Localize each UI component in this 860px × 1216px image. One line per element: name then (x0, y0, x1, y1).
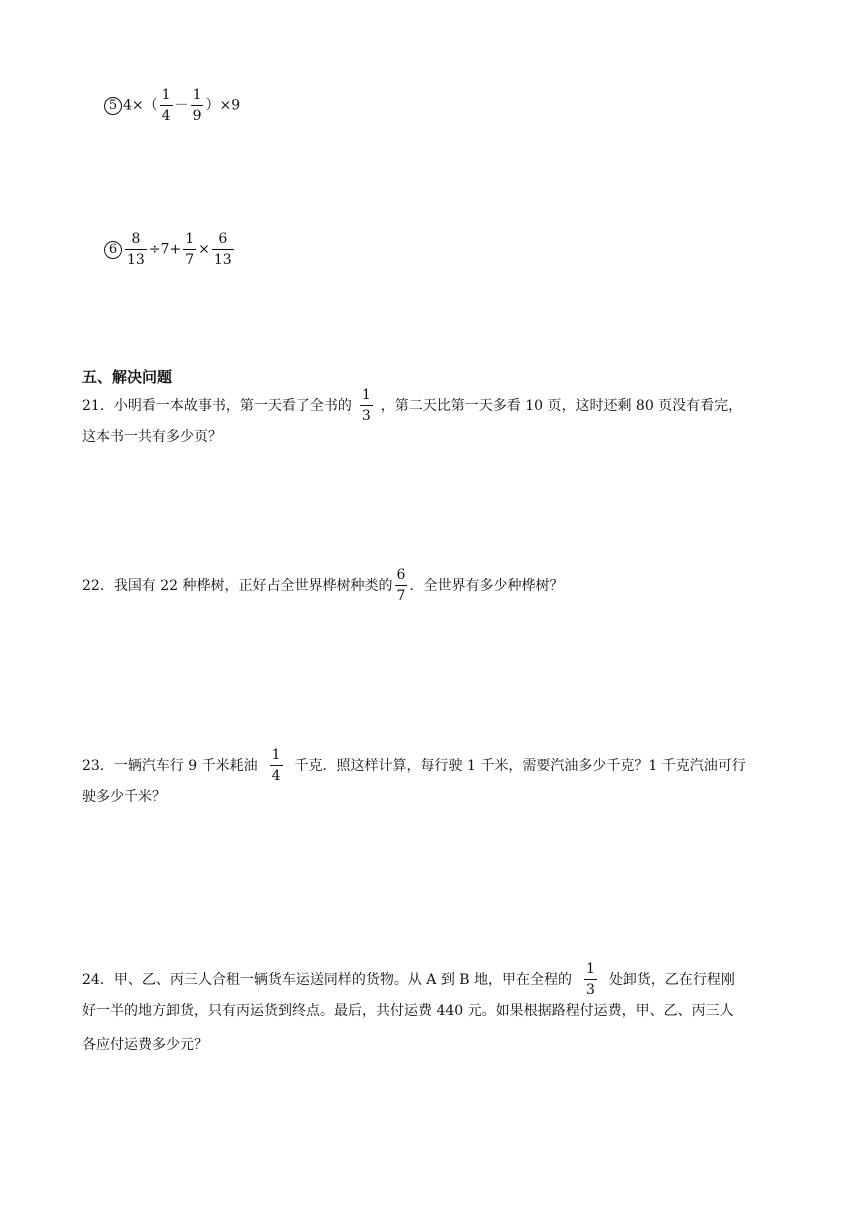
expression-5 (104, 88, 240, 123)
section-title: 五、解决问题 (82, 368, 173, 386)
q24-text-line2: 好一半的地方卸货，只有丙运货到终点。最后，共付运费 440 元。如果根据路程付运费，甲、乙、丙三人 (82, 1003, 734, 1019)
q23-text-part1: 23．一辆汽车行 9 千米耗油 (82, 757, 258, 774)
fraction: $\frac{1}{7}$ (185, 231, 195, 268)
q24-text-part1: 24．甲、乙、丙三人合租一辆货车运送同样的货物。从 A 到 B 地，甲在全程的 (82, 971, 573, 988)
expr5-lead: 4×（ (123, 97, 158, 114)
fraction: $\frac{1}{3}$ (361, 387, 371, 424)
minus-sign: － (174, 97, 189, 114)
fraction: $\frac{1}{3}$ (586, 961, 595, 998)
q23-text-line2: 驶多少千米？ (82, 789, 166, 805)
expr6-op2: × (198, 241, 210, 258)
q21-text-line2: 这本书一共有多少页？ (82, 429, 222, 445)
question-24 (82, 962, 735, 1055)
fraction: $\frac{1}{9}$ (192, 87, 202, 124)
fraction: $\frac{6}{13}$ (213, 231, 232, 268)
circled-number-5: 5 (104, 97, 122, 115)
question-23 (82, 748, 746, 807)
expression-6 (104, 232, 236, 267)
q22-text-part2: ．全世界有多少种桦树？ (409, 577, 564, 594)
question-22 (82, 568, 563, 603)
q22-text-part1: 22．我国有 22 种桦树，正好占全世界桦树种类的 (82, 577, 393, 594)
question-21 (82, 388, 742, 447)
q23-text-part2: 千克．照这样计算，每行驶 1 千米，需要汽油多少千克？1 千克汽油可行 (294, 757, 746, 774)
fraction: $\frac{1}{4}$ (271, 747, 281, 784)
q24-text-line3: 各应付运费多少元？ (82, 1037, 208, 1053)
fraction: $\frac{1}{4}$ (161, 87, 171, 124)
circled-number-6: 6 (104, 241, 122, 259)
q21-text-part1: 21．小明看一本故事书，第一天看了全书的 (82, 397, 352, 414)
fraction: $\frac{8}{13}$ (127, 231, 145, 268)
expr5-tail: ）×9 (205, 97, 241, 114)
q21-text-part2: ，第二天比第一天多看 10 页，这时还剩 80 页没有看完， (380, 397, 743, 414)
expr6-op1: ÷7+ (148, 241, 182, 258)
q24-text-part2: 处卸货，乙在行程刚 (608, 971, 735, 988)
fraction: $\frac{6}{7}$ (396, 567, 406, 604)
